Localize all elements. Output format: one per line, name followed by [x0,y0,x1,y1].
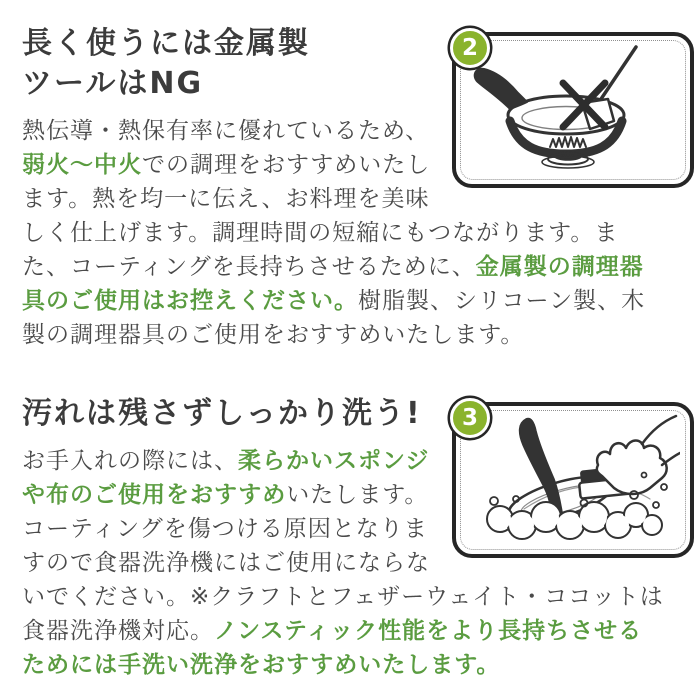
title-line: ツールはNG [22,66,204,101]
highlighted-text: 弱火〜中火 [22,152,142,178]
title-line: 長く使うには金属製 [22,26,310,61]
step-2-badge: 2 [450,28,490,68]
illustration-metal-tools [452,32,694,188]
highlighted-text: ノンスティック性能をより長持ちさせるためには手洗い洗浄をおすすめいたします。 [22,618,643,678]
highlighted-text: 金属製の調理器具のご使用はお控えください。 [22,254,644,314]
step-3-badge: 3 [450,398,490,438]
title-line: 汚れは残さずしっかり洗う! [22,396,422,431]
pan-on-stove-crossed-spatula-icon [466,43,680,175]
body-text: お手入れの際には、 [22,448,238,474]
section-washing [22,394,666,682]
body-text: いたします。コーティングを傷つける原因となりますので食器洗浄機にはご使用にならないでください。※クラフトとフェザーウェイト・ココットは食器洗浄機対応。 [22,482,664,644]
body-text: での調理をおすすめいたします。熱を均一に伝え、お料理を美味しく仕上げます。調理時間の短縮にもつながります。また、コーティングを長持ちさせるために、 [22,152,619,280]
body-text: 樹脂製、シリコーン製、木製の調理器具のご使用をおすすめいたします。 [22,288,646,348]
body-text: 熱伝導・熱保有率に優れているため、 [22,118,430,144]
hand-sponge-washing-pan-icon [466,413,680,545]
illustration-washing [452,402,694,558]
highlighted-text: 柔らかいスポンジや布のご使用をおすすめ [22,448,430,508]
section-metal-tools [22,24,666,352]
